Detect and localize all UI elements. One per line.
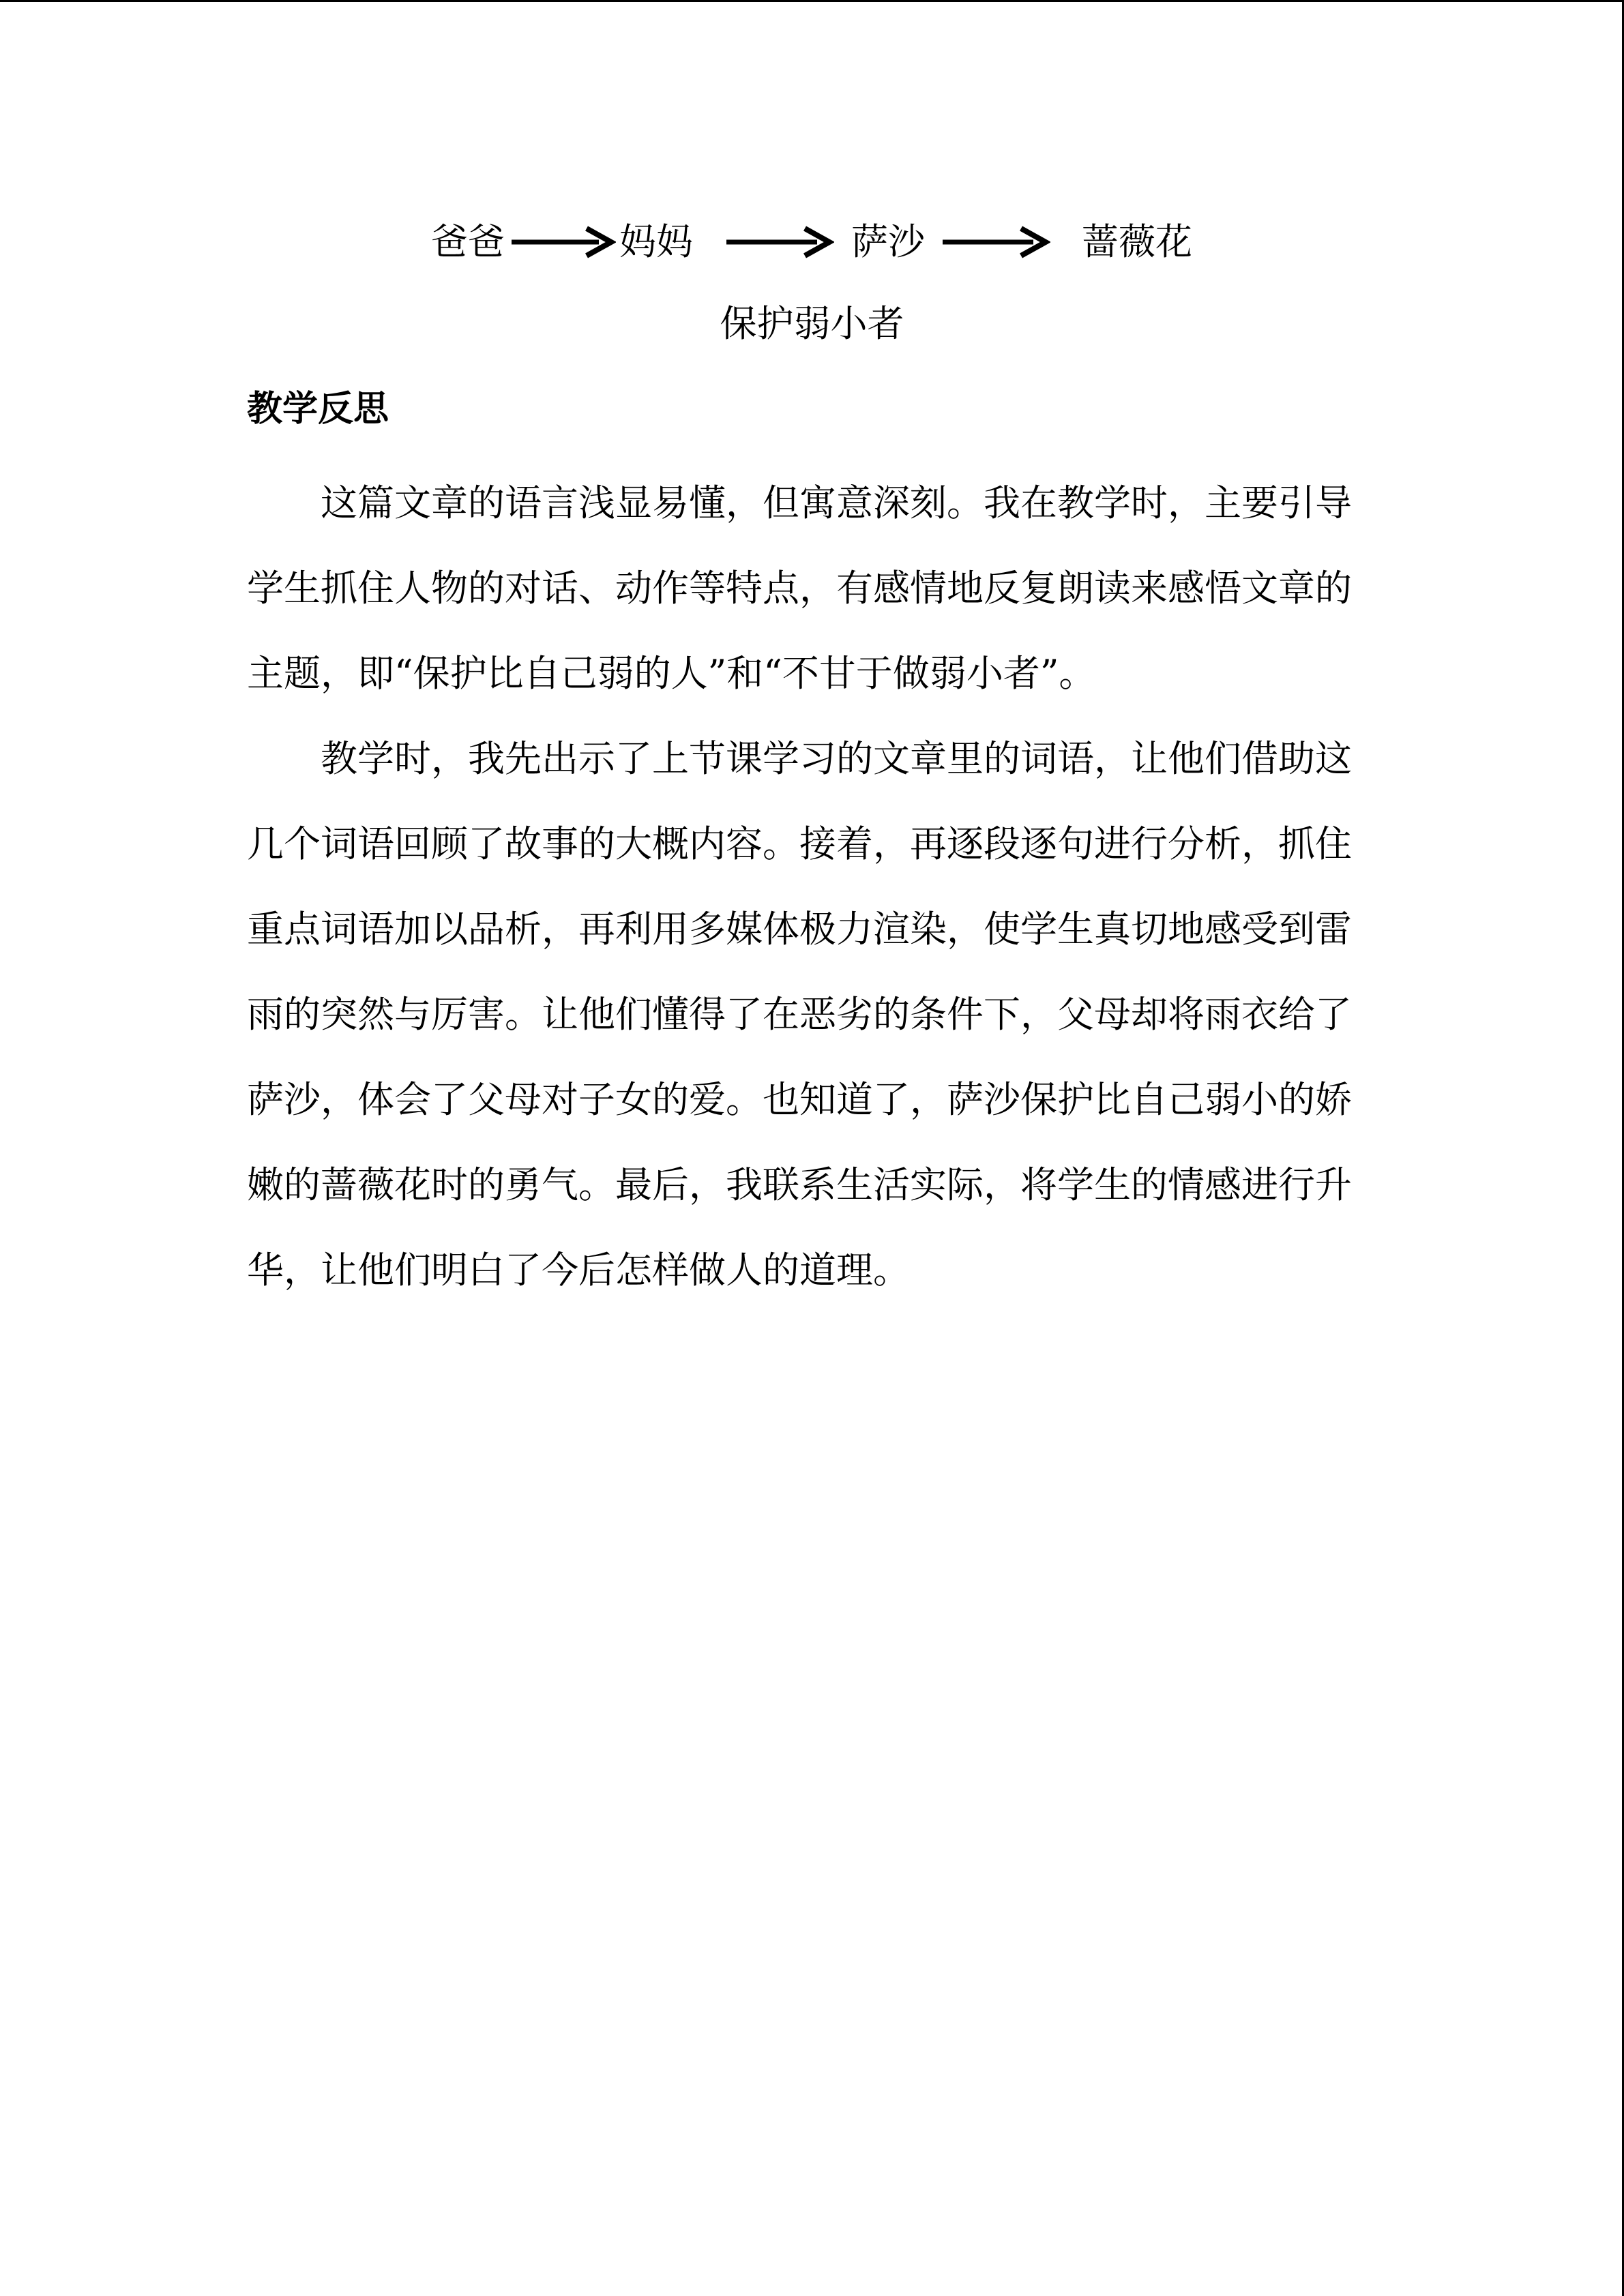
- section-heading: 教学反思: [247, 389, 389, 430]
- protection-flow-diagram: [0, 205, 1624, 280]
- arrow-right-icon: [725, 205, 834, 280]
- arrow-right-icon: [941, 205, 1050, 280]
- flow-node-rose: 蔷薇花: [1082, 220, 1192, 263]
- page-top-border: [0, 0, 1624, 2]
- flow-node-father: 爸爸: [431, 220, 505, 263]
- arrow-right-icon: [510, 205, 616, 280]
- diagram-caption: 保护弱小者: [720, 302, 904, 345]
- paragraph: 教学时，我先出示了上节课学习的文章里的词语，让他们借助这几个词语回顾了故事的大概内容。接着，再逐段逐句进行分析，抓住重点词语加以品析，再利用多媒体极力渲染，使学生真切地感受到雷雨的突然与厉害。让他们懂得了在恶劣的条件下，父母却将雨衣给了萨沙，体会了父母对子女的爱。也知道了，萨沙保护比自己弱小的娇嫩的蔷薇花时的勇气。最后，我联系生活实际，将学生的情感进行升华，让他们明白了今后怎样做人的道理。: [247, 737, 1352, 1292]
- flow-node-sasha: 萨沙: [851, 220, 925, 263]
- reflection-body: [247, 460, 1352, 1313]
- flow-node-mother: 妈妈: [619, 220, 693, 263]
- paragraph: 这篇文章的语言浅显易懂，但寓意深刻。我在教学时，主要引导学生抓住人物的对话、动作等特点，有感情地反复朗读来感悟文章的主题，即“保护比自己弱的人”和“不甘于做弱小者”。: [247, 481, 1352, 695]
